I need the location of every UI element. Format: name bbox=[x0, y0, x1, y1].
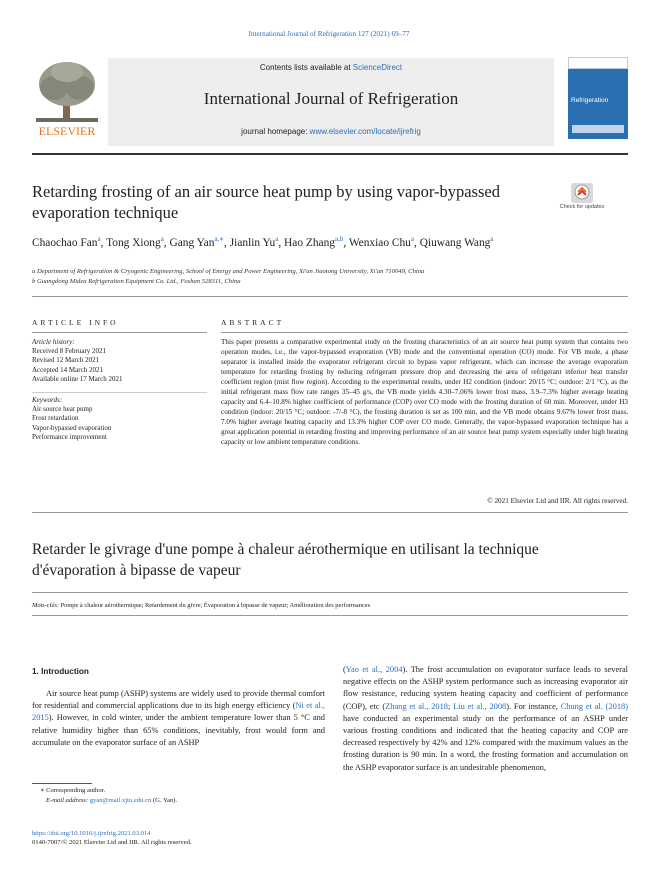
elsevier-wordmark: ELSEVIER bbox=[38, 124, 96, 138]
article-info-rule bbox=[32, 332, 207, 333]
journal-reference[interactable]: International Journal of Refrigeration 127 (2021) 69–77 bbox=[248, 30, 410, 38]
author-name[interactable]: Hao Zhang bbox=[284, 236, 335, 249]
mots-cles-text: Pompe à chaleur aérothermique; Retardement du givre; Évaporation à bipasse de vapeur; Amélioration des performances bbox=[58, 602, 371, 609]
keywords bbox=[32, 396, 207, 442]
author-name[interactable]: Chaochao Fan bbox=[32, 236, 98, 249]
article-title: Retarding frosting of an air source heat pump by using vapor-bypassed evaporation technique bbox=[32, 182, 500, 222]
affiliation-b: b Guangdong Midea Refrigeration Equipment Co. Ltd., Foshan 528311, China bbox=[32, 278, 241, 285]
corresponding-author-note: ∗ Corresponding author. bbox=[40, 787, 106, 794]
doi-link[interactable]: https://doi.org/10.1016/j.ijrefrig.2021.03.014 bbox=[32, 830, 151, 837]
footnote-rule bbox=[32, 783, 92, 784]
history-received: Received 8 February 2021 bbox=[32, 347, 107, 356]
history-rule bbox=[32, 392, 207, 393]
elsevier-logo bbox=[32, 58, 102, 140]
author-affiliation-marker[interactable]: a bbox=[410, 235, 414, 243]
article-history bbox=[32, 338, 207, 384]
abstract-text: This paper presents a comparative experimental study on the frosting characteristics of an air source heat pump system that contains two operation modes, i.e., the vapor-bypassed evaporation (VB) mode and the conventional operation (CO) mode. For VB mode, a phase separator is installed inside the evaporator refrigerant circuit to bypass vapor refrigerant, which can increase the average evaporation temperature for retarding frosting by reducing refrigerant pressure drop and decreasing the area of refrigerant inferior heat transfer coefficient region (mist flow region). According to the experimental results, under H2 condition (indoor: 20/15 °C; outdoor: 2/1 °C), as the initial refrigerant mass flow rate ranges 35–45 g/s, the VB mode yields 4.30–7.06% lower frost mass, 3.9–7.3% higher average heating capacity and 6.4–10.8% higher coefficient of performance (COP) over CO mode with the frosting duration of 60 min. Moreover, under H3 condition (indoor: 20/15 °C; outdoor: -7/-8 °C), the frosting duration is set as 100 min, and the VB mode obtains 9.67% lower frost mass, 7.0% higher average heating capacity and 13.3% higher COP over CO mode. Generally, the vapor-bypassed evaporation technique has a great application potential in retarding frosting and improving performance of an air source heat pump system especially under high heating capacity or low ambient temperature conditions. bbox=[221, 338, 628, 447]
citation-link[interactable]: Zhang et al., 2018 bbox=[385, 701, 448, 711]
author-name[interactable]: Gang Yan bbox=[169, 236, 215, 249]
introduction-left-column bbox=[32, 688, 325, 749]
body-text-run: have conducted an experimental study on the performance of an ASHP under various frosting conditions and indicated that the heating capacity and COP are decreased respectively by 42% and 12% compared with the maximum values as the frosting duration is 90 min. In a word, the frosting formation and accumulation on the ASHP evaporator surface is an undesirable phenomenon, bbox=[343, 713, 628, 772]
history-online: Available online 17 March 2021 bbox=[32, 374, 123, 383]
email-label: E-mail address: bbox=[46, 797, 90, 804]
footnote bbox=[32, 786, 332, 806]
body-text-run: ). However, in cold winter, under the ambient temperature lower than 5 °C and relative humidity higher than 65% conditions, inevitably, frost would form and accumulate on the evaporator surface of an ASHP bbox=[32, 713, 325, 747]
abstract-rule bbox=[221, 332, 628, 333]
homepage-line bbox=[108, 127, 554, 136]
author-affiliation-marker[interactable]: a bbox=[490, 235, 494, 243]
french-title: Retarder le givrage d'une pompe à chaleur aérothermique en utilisant la technique d'évaporation à bipasse de vapeur bbox=[32, 541, 539, 579]
mots-cles bbox=[32, 602, 628, 609]
abstract-copyright: © 2021 Elsevier Ltd and IIR. All rights reserved. bbox=[487, 497, 628, 505]
keyword-item: Frost retardation bbox=[32, 414, 79, 423]
body-text-run: Air source heat pump (ASHP) systems are widely used to provide thermal comfort for residential and commercial applications due to its high energy efficiency ( bbox=[32, 689, 325, 711]
homepage-prefix: journal homepage: bbox=[241, 127, 310, 136]
abstract-heading: ABSTRACT bbox=[221, 318, 285, 327]
abstract-bottom-rule bbox=[32, 512, 628, 513]
french-rule-bottom bbox=[32, 615, 628, 616]
keyword-item: Air source heat pump bbox=[32, 405, 93, 414]
author-name[interactable]: Qiuwang Wang bbox=[419, 236, 491, 249]
citation-link[interactable]: Liu et al., 2008 bbox=[453, 701, 507, 711]
author-affiliation-marker[interactable]: a bbox=[275, 235, 279, 243]
header-rule bbox=[32, 153, 628, 155]
contents-line bbox=[108, 63, 554, 72]
body-text-run: ). For instance, bbox=[506, 701, 561, 711]
journal-homepage-link[interactable]: www.elsevier.com/locate/ijrefrig bbox=[309, 127, 421, 136]
article-info-heading: ARTICLE INFO bbox=[32, 318, 119, 327]
issn-line: 0140-7007/© 2021 Elsevier Ltd and IIR. All rights reserved. bbox=[32, 839, 192, 846]
sciencedirect-link[interactable]: ScienceDirect bbox=[352, 63, 403, 72]
citation-link[interactable]: Chung et al. (2018) bbox=[560, 701, 628, 711]
cover-strip bbox=[572, 125, 624, 133]
body-text-run: ; bbox=[448, 701, 454, 711]
cover-title: Refrigeration bbox=[571, 97, 609, 104]
page-footer bbox=[32, 829, 432, 847]
mots-cles-label: Mots-clés: bbox=[32, 602, 59, 609]
body-text-run: ( bbox=[343, 665, 346, 674]
french-rule-top bbox=[32, 592, 628, 593]
email-line bbox=[32, 796, 332, 806]
history-label: Article history: bbox=[32, 338, 75, 346]
keyword-item: Performance improvement bbox=[32, 432, 107, 441]
crossmark-badge[interactable] bbox=[565, 183, 599, 217]
section-rule bbox=[32, 296, 628, 297]
history-revised: Revised 12 March 2021 bbox=[32, 356, 100, 365]
author-list: Chaochao Fan$^a$, Tong Xiong$^a$, Gang Yan$^{a,∗}$, Jianlin Yu$^a$, Hao Zhang$^{a,b}$, Wenxiao Chu$^a$, Qiuwang Wang$^a$ bbox=[32, 235, 494, 249]
crossmark-icon bbox=[565, 183, 599, 217]
history-accepted: Accepted 14 March 2021 bbox=[32, 365, 103, 374]
affiliation-a: a Department of Refrigeration & Cryogenic Engineering, School of Energy and Power Engineering, Xi'an Jiaotong University, Xi'an 710049, China bbox=[32, 268, 425, 275]
author-name[interactable]: Tong Xiong bbox=[106, 236, 161, 249]
author-affiliation-marker[interactable]: a,b bbox=[334, 235, 344, 243]
affiliations bbox=[32, 267, 592, 287]
email-suffix: (G. Yan). bbox=[151, 797, 178, 804]
author-name[interactable]: Wenxiao Chu bbox=[348, 236, 411, 249]
keywords-label: Keywords: bbox=[32, 396, 63, 404]
elsevier-tree-icon bbox=[32, 58, 102, 140]
author-email-link[interactable]: gyan@mail.xjtu.edu.cn bbox=[89, 797, 152, 804]
keyword-item: Vapor-bypassed evaporation bbox=[32, 423, 112, 432]
journal-title: International Journal of Refrigeration bbox=[203, 89, 459, 108]
author-affiliation-marker[interactable]: a bbox=[160, 235, 164, 243]
body-text-run: ). The frost accumulation on evaporator surface leads to several negative effects on the ASHP system performance such as increasing evaporator air flow resistance, reducing system heating capacity and coefficient of performance (COP), etc ( bbox=[343, 665, 628, 711]
journal-cover-thumbnail[interactable] bbox=[568, 57, 628, 139]
crossmark-label[interactable]: Check for updates bbox=[559, 204, 605, 210]
citation-link[interactable]: Yao et al., 2004 bbox=[345, 665, 403, 674]
contents-prefix: Contents lists available at bbox=[259, 63, 353, 72]
cover-top-band bbox=[568, 57, 628, 69]
author-affiliation-marker[interactable]: a bbox=[97, 235, 101, 243]
author-name[interactable]: Jianlin Yu bbox=[229, 236, 276, 249]
citation-link[interactable]: Ni et al., 2015 bbox=[32, 701, 325, 723]
introduction-heading: 1. Introduction bbox=[32, 667, 89, 676]
author-affiliation-marker[interactable]: a,∗ bbox=[214, 235, 225, 243]
introduction-right-column bbox=[343, 664, 628, 774]
